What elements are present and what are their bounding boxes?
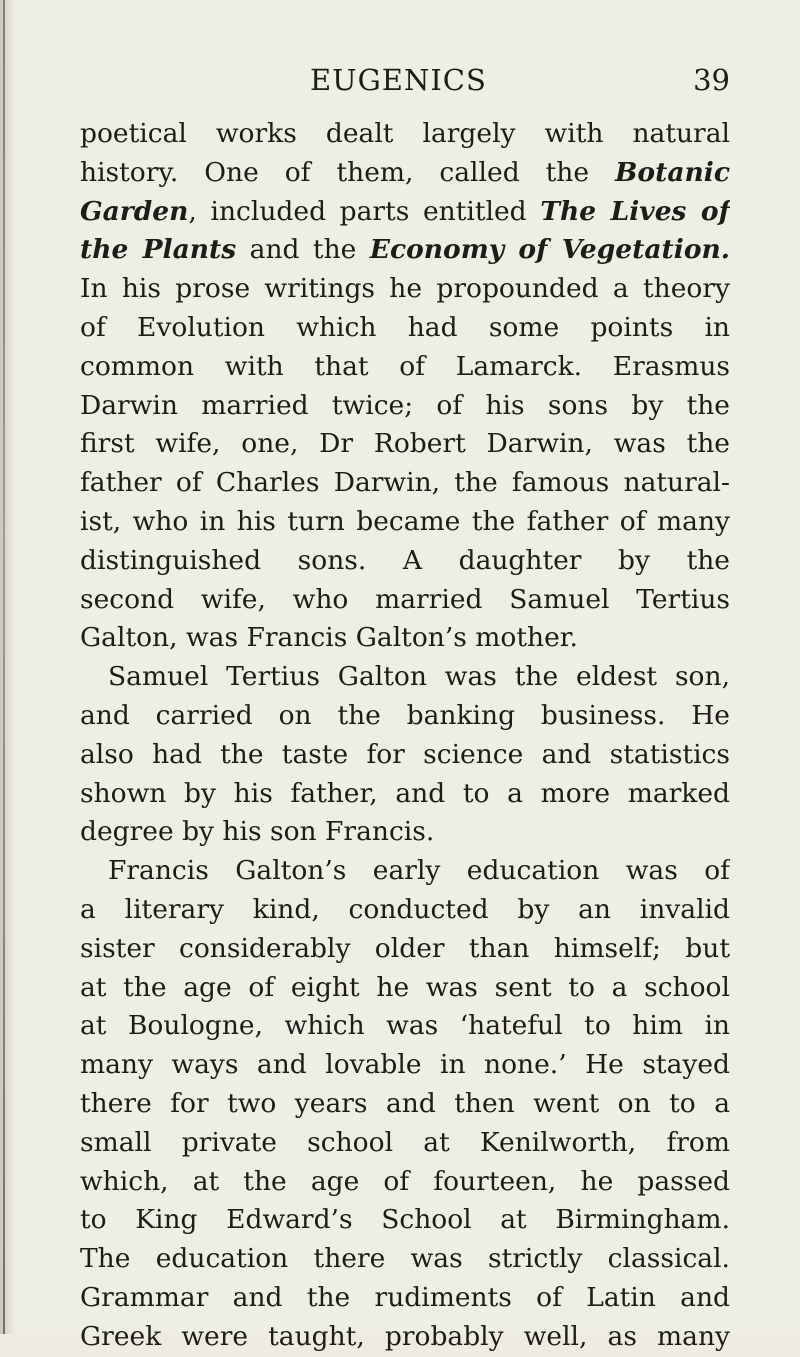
page-gutter (0, 0, 14, 1334)
text-line: the Plants and the Economy of Vegetation. (80, 234, 730, 266)
text-line: degree by his son Francis. (80, 816, 435, 848)
text-line: Galton, was Francis Galton’s mother. (80, 622, 578, 654)
text-line: many ways and lovable in none.’ He stayed (80, 1049, 730, 1081)
italic-title: the Plants (80, 234, 237, 266)
text-line: Samuel Tertius Galton was the eldest son, (108, 661, 730, 693)
text-line: and carried on the banking business. He (80, 699, 730, 731)
italic-title: Botanic (615, 156, 730, 188)
text-line: which, at the age of fourteen, he passed (80, 1165, 730, 1197)
running-title: EUGENICS (310, 63, 487, 97)
binding-edge (3, 0, 5, 1334)
text-line: first wife, one, Dr Robert Darwin, was the (80, 428, 730, 460)
text-line: common with that of Lamarck. Erasmus (80, 350, 730, 382)
text-line: Darwin married twice; of his sons by the (80, 389, 730, 421)
text-line: also had the taste for science and statistics (80, 738, 730, 770)
text-line: The education there was strictly classical. (80, 1243, 730, 1275)
text-line: to King Edward’s School at Birmingham. (80, 1204, 730, 1236)
text-line: second wife, who married Samuel Tertius (80, 583, 730, 615)
text-line: Francis Galton’s early education was of (108, 855, 730, 887)
text-line: sister considerably older than himself; but (80, 932, 730, 964)
text-line: small private school at Kenilworth, from (80, 1126, 730, 1158)
italic-title: Garden (80, 195, 189, 227)
text-line: a literary kind, conducted by an invalid (80, 893, 730, 925)
page-number: 39 (693, 63, 730, 97)
page-header (80, 60, 730, 100)
text-line: poetical works dealt largely with natural (80, 118, 730, 149)
text-line: Grammar and the rudiments of Latin and (80, 1281, 730, 1313)
text-line: distinguished sons. A daughter by the (80, 544, 730, 576)
text-line: In his prose writings he propounded a theory (80, 273, 730, 305)
text-line: Greek were taught, probably well, as many (80, 1320, 730, 1352)
italic-title: Economy of Vegetation. (369, 234, 730, 266)
text-line: ist, who in his turn became the father of many (80, 505, 730, 537)
text-line: history. One of them, called the Botanic (80, 156, 730, 188)
text-line: father of Charles Darwin, the famous natural- (80, 467, 730, 499)
text-line: at the age of eight he was sent to a school (80, 971, 730, 1003)
body-text (80, 115, 730, 1357)
text-line: shown by his father, and to a more marked (80, 777, 730, 809)
text-line: Garden, included parts entitled The Lives of (80, 195, 730, 227)
text-line: of Evolution which had some points in (80, 311, 730, 343)
italic-title: The Lives of (540, 195, 730, 227)
text-line: there for two years and then went on to a (80, 1087, 730, 1119)
text-line: at Boulogne, which was ‘hateful to him in (80, 1010, 730, 1042)
